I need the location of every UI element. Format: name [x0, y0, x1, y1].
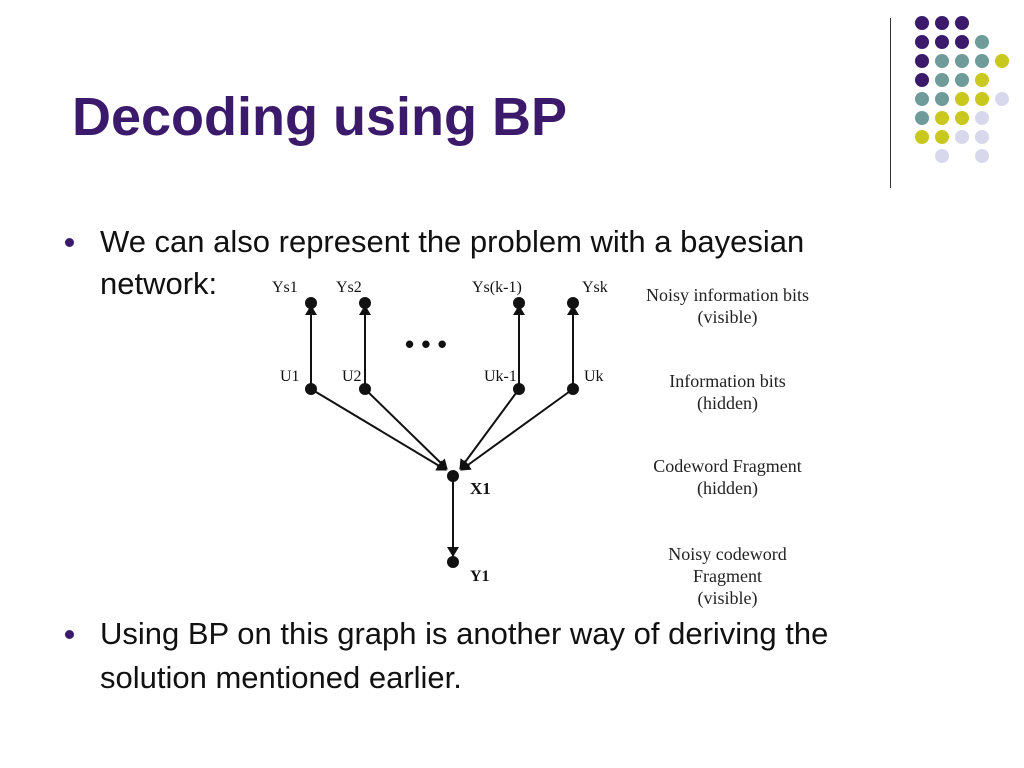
decor-dot: [935, 16, 949, 30]
node-ysk: [567, 297, 579, 309]
label-u2: U2: [342, 368, 362, 385]
decor-dot: [935, 130, 949, 144]
decor-dot: [935, 73, 949, 87]
decor-dot: [915, 92, 929, 106]
decor-dot: [915, 111, 929, 125]
node-u1: [305, 383, 317, 395]
label-y1: Y1: [470, 568, 490, 585]
decor-dot: [975, 149, 989, 163]
decor-dot: [995, 54, 1009, 68]
decor-dot: [975, 54, 989, 68]
label-ys2: Ys2: [336, 279, 362, 296]
bullet-text-line: Using BP on this graph is another way of deriving the: [100, 616, 829, 651]
decor-dot: [915, 130, 929, 144]
decor-dot: [935, 111, 949, 125]
decor-dot: [975, 73, 989, 87]
bullet-marker: [65, 630, 74, 639]
node-x1: [447, 470, 459, 482]
bullet-text-line: solution mentioned earlier.: [100, 660, 462, 695]
node-y1: [447, 556, 459, 568]
decor-dot: [955, 130, 969, 144]
decor-dot: [935, 149, 949, 163]
decor-dot: [915, 54, 929, 68]
legend-noisy-information-bits: Noisy information bits (visible): [646, 285, 809, 327]
decor-dot: [975, 111, 989, 125]
decor-dot: [955, 16, 969, 30]
label-u1: U1: [280, 368, 300, 385]
decor-dot: [975, 92, 989, 106]
bullet-text-line: We can also represent the problem with a bayesian: [100, 224, 805, 259]
decor-dot: [915, 16, 929, 30]
node-ys1: [305, 297, 317, 309]
decor-dot: [975, 130, 989, 144]
edge-uk1-x1: [460, 389, 519, 469]
decor-dot: [915, 73, 929, 87]
decor-dot: [935, 92, 949, 106]
decorative-divider: [890, 18, 891, 188]
label-ysk: Ysk: [582, 279, 608, 296]
node-uk: [567, 383, 579, 395]
label-ys1: Ys1: [272, 279, 298, 296]
decor-dot: [935, 54, 949, 68]
decor-dot: [915, 35, 929, 49]
decor-dot: [995, 92, 1009, 106]
node-ys2: [359, 297, 371, 309]
decor-dot: [975, 35, 989, 49]
decor-dot: [955, 111, 969, 125]
legend-codeword-fragment: Codeword Fragment (hidden): [653, 456, 802, 498]
decorative-dot-grid: [900, 14, 1020, 174]
node-ysk1: [513, 297, 525, 309]
label-uk: Uk: [584, 368, 604, 385]
label-uk1: Uk-1: [484, 368, 517, 385]
decor-dot: [935, 35, 949, 49]
bullet-text-line: network:: [100, 266, 218, 301]
decor-dot: [955, 92, 969, 106]
decor-dot: [955, 35, 969, 49]
legend-information-bits: Information bits (hidden): [669, 371, 786, 413]
decor-dot: [955, 73, 969, 87]
decor-dot: [955, 54, 969, 68]
label-ysk1: Ys(k-1): [472, 279, 522, 296]
ellipsis-marker: • • •: [405, 329, 447, 359]
legend-noisy-codeword-fragment: Noisy codeword Fragment (visible): [668, 544, 787, 608]
bullet-marker: [65, 238, 74, 247]
edge-uk-x1: [461, 389, 573, 470]
label-x1: X1: [470, 479, 491, 498]
slide-title: Decoding using BP: [72, 87, 568, 147]
